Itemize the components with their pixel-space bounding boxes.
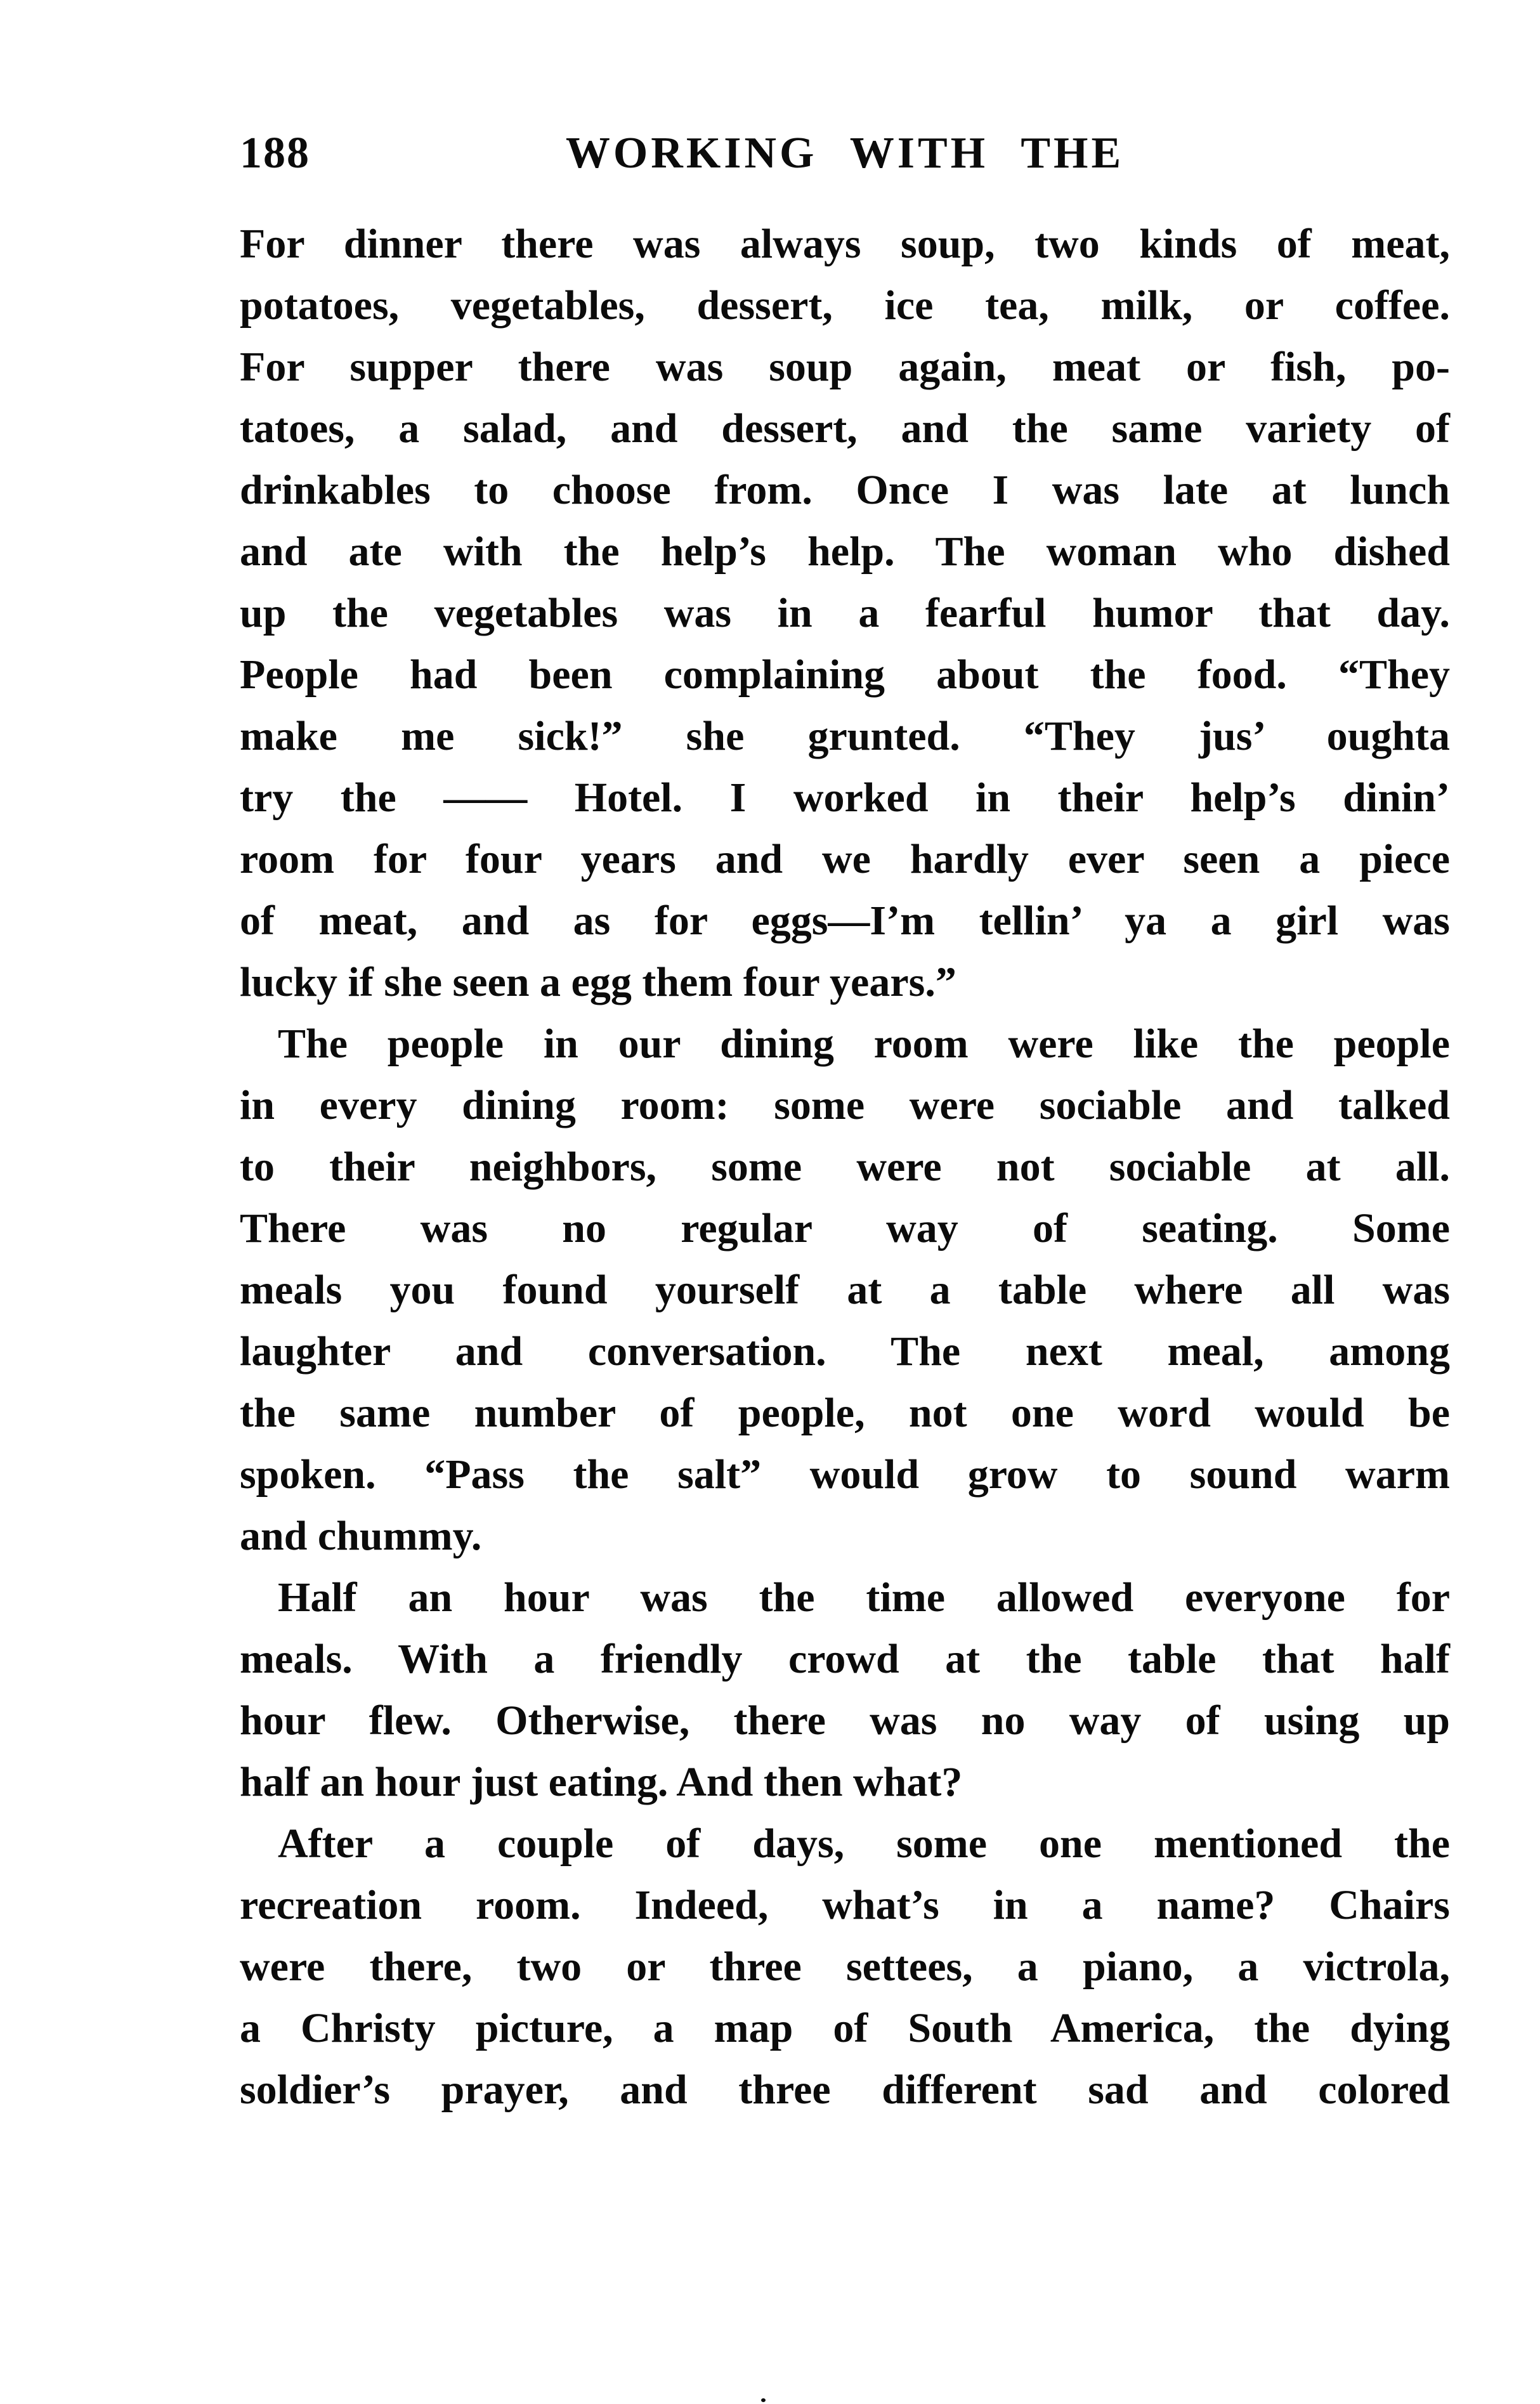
text-line: make me sick!” she grunted. “They jus’ oughta [240, 713, 1450, 759]
text-line: spoken. “Pass the salt” would grow to sound warm [240, 1451, 1450, 1498]
text-line: lucky if she seen a egg them four years.” [240, 959, 956, 1005]
text-line: the same number of people, not one word would be [240, 1390, 1450, 1436]
paragraph [240, 1813, 1450, 2120]
text-line: in every dining room: some were sociable and talked [240, 1082, 1450, 1128]
paragraph [240, 1013, 1450, 1567]
text-line: to their neighbors, some were not sociable at all. [240, 1144, 1450, 1190]
text-line: People had been complaining about the food. “They [240, 651, 1450, 698]
text-line: There was no regular way of seating. Some [240, 1205, 1450, 1251]
text-line: a Christy picture, a map of South America, the dying [240, 2005, 1450, 2051]
text-line: room for four years and we hardly ever seen a piece [240, 836, 1450, 882]
text-line: and chummy. [240, 1513, 482, 1559]
text-line: After a couple of days, some one mentioned the [278, 1820, 1450, 1867]
scan-speck [761, 2398, 766, 2402]
text-line: of meat, and as for eggs—I’m tellin’ ya a girl was [240, 898, 1450, 944]
text-line: Half an hour was the time allowed everyone for [278, 1574, 1450, 1621]
text-line: hour flew. Otherwise, there was no way of using up [240, 1697, 1450, 1744]
text-block [240, 213, 1450, 2120]
text-line: tatoes, a salad, and dessert, and the same variety of [240, 405, 1450, 452]
page-header [240, 126, 1450, 181]
text-line: drinkables to choose from. Once I was late at lunch [240, 467, 1450, 513]
text-line: try the —— Hotel. I worked in their help’s dinin’ [240, 774, 1450, 821]
text-line: recreation room. Indeed, what’s in a name? Chairs [240, 1882, 1450, 1928]
text-line: soldier’s prayer, and three different sad and colored [240, 2067, 1450, 2113]
running-title: WORKING WITH THE [565, 129, 1125, 178]
text-line: The people in our dining room were like the people [278, 1021, 1450, 1067]
text-line: up the vegetables was in a fearful humor that day. [240, 590, 1450, 636]
page-number: 188 [240, 129, 310, 178]
text-line: and ate with the help’s help. The woman who dished [240, 528, 1450, 575]
paragraph [240, 1567, 1450, 1813]
text-line: laughter and conversation. The next meal, among [240, 1328, 1450, 1375]
paragraph [240, 213, 1450, 1013]
text-line: meals. With a friendly crowd at the table that half [240, 1636, 1450, 1682]
text-line: were there, two or three settees, a piano, a victrola, [240, 1943, 1450, 1990]
text-line: For dinner there was always soup, two kinds of meat, [240, 221, 1450, 267]
text-line: meals you found yourself at a table where all was [240, 1267, 1450, 1313]
text-line: potatoes, vegetables, dessert, ice tea, milk, or coffee. [240, 282, 1450, 329]
text-line: For supper there was soup again, meat or fish, po- [240, 344, 1450, 390]
text-line: half an hour just eating. And then what? [240, 1759, 963, 1805]
